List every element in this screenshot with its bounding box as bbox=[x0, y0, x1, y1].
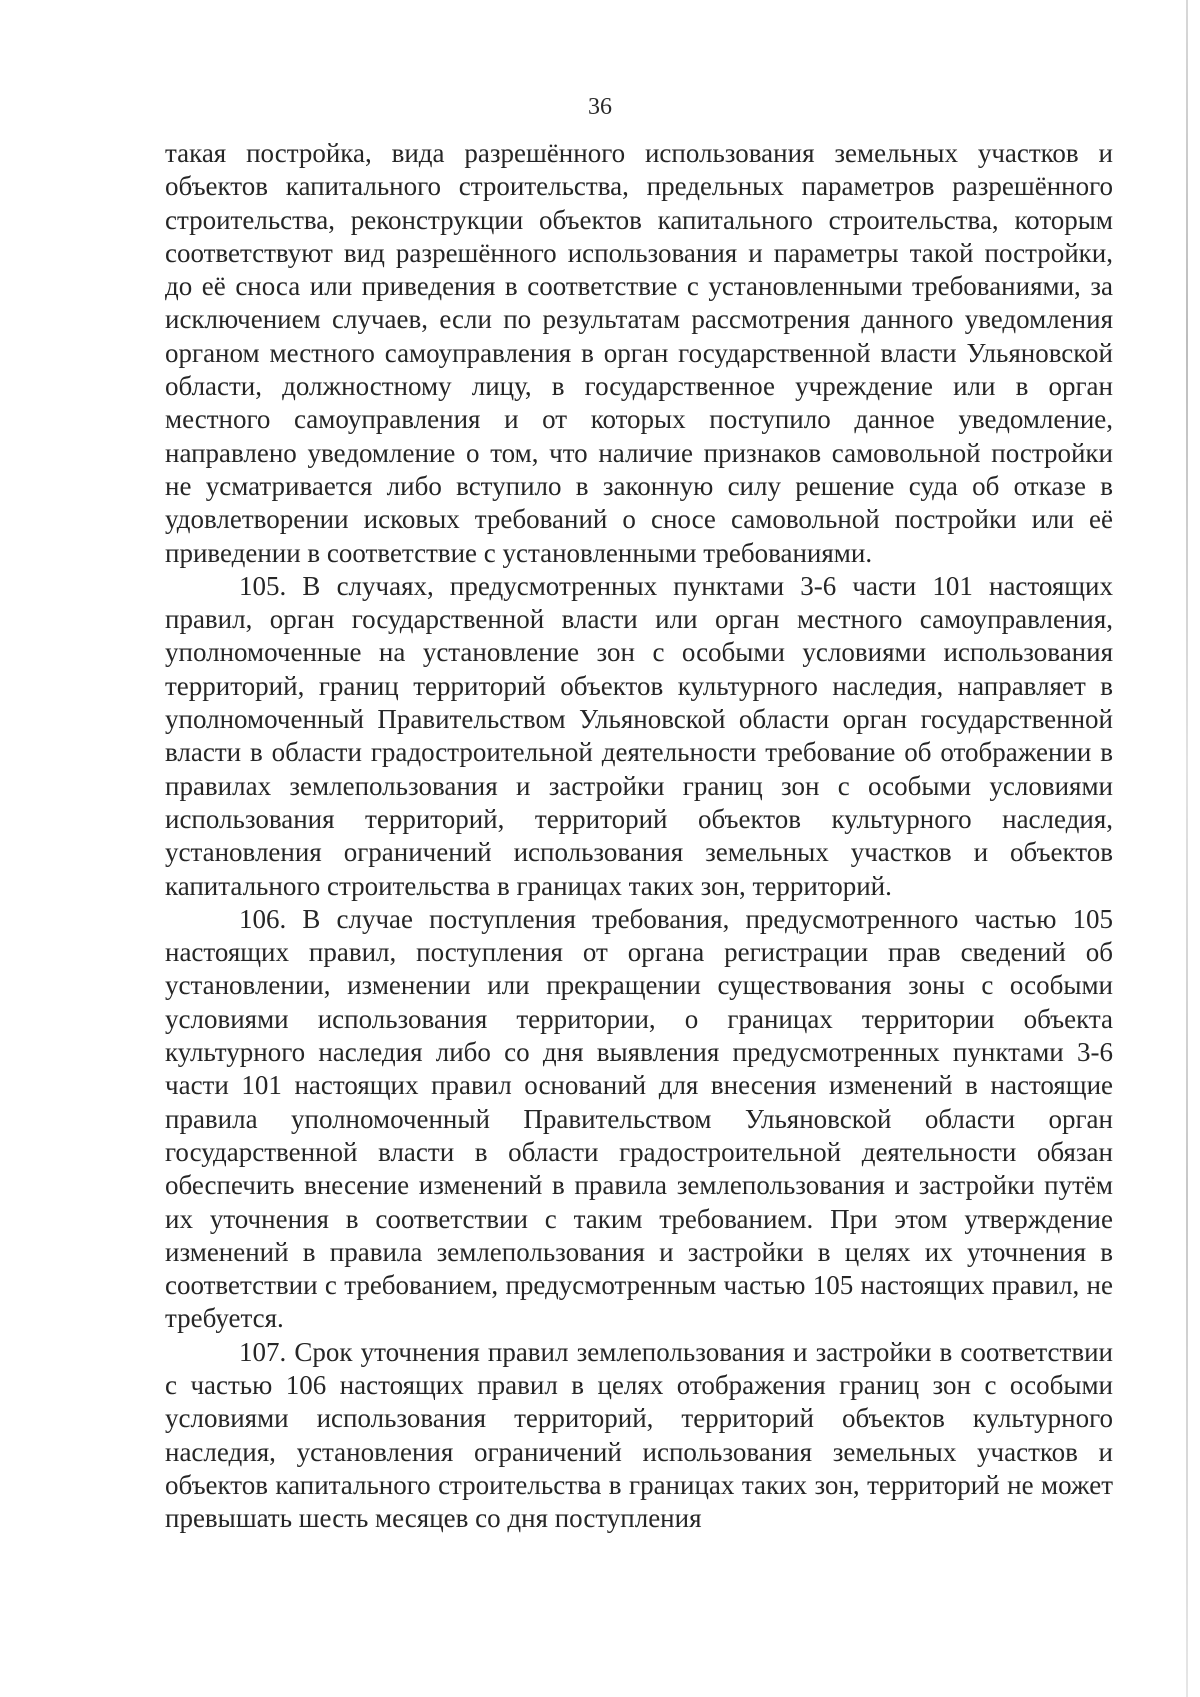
paragraph-105: 105. В случаях, предусмотренных пунктами 3-6 части 101 настоящих правил, орган государственной власти или орган местного самоуправления, уполномоченные на установление зон с особыми условиями использования территорий, границ территорий объектов культурного наследия, направляет в уполномоченный Правительством Ульяновской области орган государственной власти в области градостроительной деятельности требование об отображении в правилах землепользования и застройки границ зон с особыми условиями использования территорий, территорий объектов культурного наследия, установления ограничений использования земельных участков и объектов капитального строительства в границах таких зон, территорий. bbox=[165, 570, 1113, 901]
scan-edge-line bbox=[1186, 0, 1188, 1697]
paragraph-106: 106. В случае поступления требования, предусмотренного частью 105 настоящих правил, поступления от органа регистрации прав сведений об установлении, изменении или прекращении существования зоны с особыми условиями использования территории, о границах территории объекта культурного наследия либо со дня выявления предусмотренных пунктами 3-6 части 101 настоящих правил оснований для внесения изменений в настоящие правила уполномоченный Правительством Ульяновской области орган государственной власти в области градостроительной деятельности обязан обеспечить внесение изменений в правила землепользования и застройки путём их уточнения в соответствии с таким требованием. При этом утверждение изменений в правила землепользования и застройки в целях их уточнения в соответствии с требованием, предусмотренным частью 105 настоящих правил, не требуется. bbox=[165, 903, 1113, 1334]
paragraph-107: 107. Срок уточнения правил землепользования и застройки в соответствии с частью 106 настоящих правил в целях отображения границ зон с особыми условиями использования территорий, территорий объектов культурного наследия, установления ограничений использования земельных участков и объектов капитального строительства в границах таких зон, территорий не может превышать шесть месяцев со дня поступления bbox=[165, 1336, 1113, 1534]
body-text bbox=[165, 137, 1113, 1535]
page-number: 36 bbox=[588, 94, 612, 120]
paragraph-continuation: такая постройка, вида разрешённого использования земельных участков и объектов капитального строительства, предельных параметров разрешённого строительства, реконструкции объектов капитального строительства, которым соответствуют вид разрешённого использования и параметры такой постройки, до её сноса или приведения в соответствие с установленными требованиями, за исключением случаев, если по результатам рассмотрения данного уведомления органом местного самоуправления в орган государственной власти Ульяновской области, должностному лицу, в государственное учреждение или в орган местного самоуправления и от которых поступило данное уведомление, направлено уведомление о том, что наличие признаков самовольной постройки не усматривается либо вступило в законную силу решение суда об отказе в удовлетворении исковых требований о сносе самовольной постройки или её приведении в соответствие с установленными требованиями. bbox=[165, 138, 1113, 568]
